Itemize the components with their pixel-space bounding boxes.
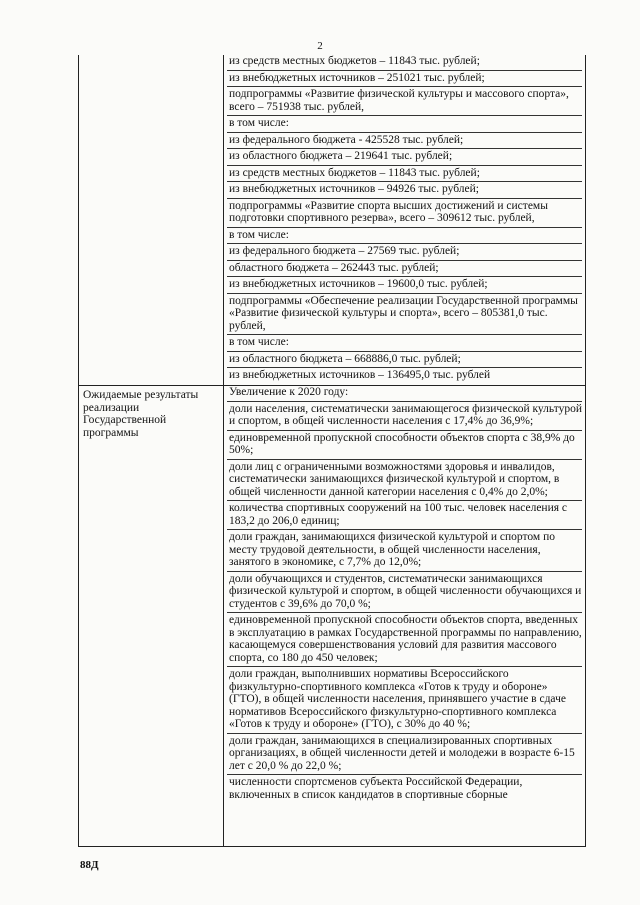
funding-paragraph: из областного бюджета – 668886,0 тыс. рублей; xyxy=(227,353,582,369)
funding-paragraph: подпрограммы «Развитие спорта высших достижений и системы подготовки спортивного резерва», всего – 309612 тыс. рублей, xyxy=(227,200,582,228)
result-paragraph: количества спортивных сооружений на 100 тыс. человек населения с 183,2 до 206,0 единиц; xyxy=(227,502,582,530)
funding-paragraph: подпрограммы «Обеспечение реализации Государственной программы «Развитие физической культуры и спорта», всего – 805381,0 тыс. рублей, xyxy=(227,295,582,336)
funding-details xyxy=(227,55,582,385)
result-paragraph: доли обучающихся и студентов, систематически занимающихся физической культурой и спортом, в общей численности обучающихся и студентов с 39,6% до 70,0 %; xyxy=(227,573,582,614)
column-divider xyxy=(223,55,224,385)
result-paragraph: доли граждан, выполнивших нормативы Всероссийского физкультурно-спортивного комплекса «Готов к труду и обороне» (ГТО), в общей численности населения, принявшего участие в сдаче нормативов Всероссийского физкультурно-спортивного комплекса «Готов к труду и обороне» (ГТО), с 30% до 40 %; xyxy=(227,668,582,734)
result-paragraph: доли лиц с ограниченными возможностями здоровья и инвалидов, систематически занимающихся физической культурой и спортом, в общей численности данной категории населения с 0,4% до 2,0%; xyxy=(227,461,582,502)
expected-results-label: Ожидаемые результаты реализации Государственной программы xyxy=(83,389,199,439)
footer-code: 88Д xyxy=(80,859,99,871)
funding-paragraph: из внебюджетных источников – 136495,0 тыс. рублей xyxy=(229,369,491,381)
expected-results-section xyxy=(79,386,585,847)
page-number: 2 xyxy=(317,40,323,52)
result-paragraph: доли граждан, занимающихся в специализированных спортивных организациях, в общей численности детей и молодежи в возрасте 6-15 лет с 20,0 % до 22,0 %; xyxy=(227,735,582,776)
result-paragraph: единовременной пропускной способности объектов спорта, введенных в эксплуатацию в рамках Государственной программы по направлению, касающемуся совершенствования условий для развития массового спорта, со 180 до 450 человек; xyxy=(227,614,582,667)
funding-paragraph: из внебюджетных источников – 19600,0 тыс. рублей; xyxy=(227,278,582,294)
funding-paragraph: из областного бюджета – 219641 тыс. рублей; xyxy=(227,150,582,166)
funding-paragraph: из внебюджетных источников – 251021 тыс. рублей; xyxy=(227,72,582,88)
expected-results-list xyxy=(227,386,582,804)
funding-paragraph: подпрограммы «Развитие физической культуры и массового спорта», всего – 751938 тыс. рублей, xyxy=(227,88,582,116)
result-paragraph: доли населения, систематически занимающегося физической культурой и спортом, в общей численности населения с 17,4% до 36,9%; xyxy=(227,403,582,431)
funding-paragraph: из средств местных бюджетов – 11843 тыс. рублей; xyxy=(227,55,582,71)
result-paragraph: численности спортсменов субъекта Российской Федерации, включенных в список кандидатов в спортивные сборные xyxy=(229,776,523,801)
program-passport-table xyxy=(78,55,586,847)
funding-paragraph: из федерального бюджета – 27569 тыс. рублей; xyxy=(227,245,582,261)
funding-paragraph: областного бюджета – 262443 тыс. рублей; xyxy=(227,262,582,278)
funding-paragraph: из средств местных бюджетов – 11843 тыс. рублей; xyxy=(227,167,582,183)
funding-paragraph: из внебюджетных источников – 94926 тыс. рублей; xyxy=(227,183,582,199)
funding-paragraph: в том числе: xyxy=(227,336,582,352)
funding-paragraph: в том числе: xyxy=(227,117,582,133)
result-paragraph: доли граждан, занимающихся физической культурой и спортом по месту трудовой деятельности, в общей численности населения, занятого в экономике, с 7,7% до 12,0%; xyxy=(227,531,582,572)
funding-section xyxy=(79,55,585,386)
result-paragraph: единовременной пропускной способности объектов спорта с 38,9% до 50%; xyxy=(227,432,582,460)
funding-paragraph: из федерального бюджета - 425528 тыс. рублей; xyxy=(227,134,582,150)
funding-paragraph: в том числе: xyxy=(227,229,582,245)
column-divider xyxy=(223,386,224,847)
result-paragraph: Увеличение к 2020 году: xyxy=(227,386,582,402)
